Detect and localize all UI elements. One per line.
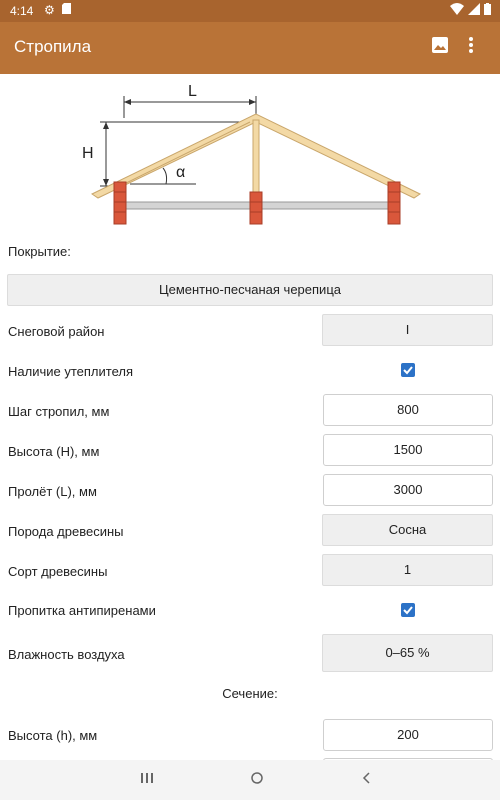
signal-icon: [468, 3, 480, 18]
app-title: Стропила: [14, 37, 92, 56]
center-wall: [250, 192, 262, 224]
span-label: Пролёт (L), мм: [8, 484, 97, 499]
rafter-diagram: [0, 74, 500, 234]
angle-label-alpha: α: [176, 164, 186, 181]
fire-retardant-checkbox[interactable]: [401, 603, 415, 617]
center-post: [253, 120, 259, 194]
form-content: [0, 74, 500, 760]
snow-region-label: Снеговой район: [8, 324, 105, 339]
image-icon[interactable]: [431, 36, 449, 59]
more-vert-icon[interactable]: [468, 36, 474, 59]
home-icon[interactable]: [250, 771, 264, 788]
status-bar: [0, 0, 500, 22]
left-wall: [114, 182, 126, 224]
humidity-button[interactable]: 0–65 %: [322, 634, 493, 672]
roof-covering-button[interactable]: Цементно-песчаная черепица: [7, 274, 493, 306]
insulation-label: Наличие утеплителя: [8, 364, 133, 379]
wood-species-button[interactable]: Сосна: [322, 514, 493, 546]
span-input[interactable]: 3000: [323, 474, 493, 506]
right-wall: [388, 182, 400, 224]
rafter-inner-line: [124, 122, 250, 184]
height-label: Высота (H), мм: [8, 444, 100, 459]
height-label-h: H: [82, 145, 94, 162]
rafter-step-input[interactable]: 800: [323, 394, 493, 426]
settings-status-icon: ⚙: [44, 3, 55, 17]
wood-grade-button[interactable]: 1: [322, 554, 493, 586]
status-time: 4:14: [10, 4, 34, 18]
check-icon: [401, 363, 415, 377]
wood-grade-label: Сорт древесины: [8, 564, 108, 579]
section-heading: Сечение:: [222, 686, 278, 701]
wood-species-label: Порода древесины: [8, 524, 124, 539]
fire-retardant-label: Пропитка антипиренами: [8, 603, 156, 618]
section-height-input[interactable]: 200: [323, 719, 493, 751]
span-label-l: L: [188, 83, 197, 100]
section-height-label: Высота (h), мм: [8, 728, 98, 743]
battery-icon: [484, 3, 491, 18]
navigation-bar: [0, 760, 500, 800]
insulation-checkbox[interactable]: [401, 363, 415, 377]
angle-arc: [163, 168, 167, 184]
wifi-icon: [450, 3, 464, 18]
recents-icon[interactable]: [141, 771, 153, 788]
humidity-label: Влажность воздуха: [8, 647, 125, 662]
check-icon: [401, 603, 415, 617]
snow-region-button[interactable]: I: [322, 314, 493, 346]
rafter-step-label: Шаг стропил, мм: [8, 404, 110, 419]
back-icon[interactable]: [361, 771, 371, 788]
sd-card-status-icon: [62, 3, 71, 17]
app-bar: [0, 22, 500, 74]
roof-covering-label: Покрытие:: [8, 244, 71, 259]
height-input[interactable]: 1500: [323, 434, 493, 466]
